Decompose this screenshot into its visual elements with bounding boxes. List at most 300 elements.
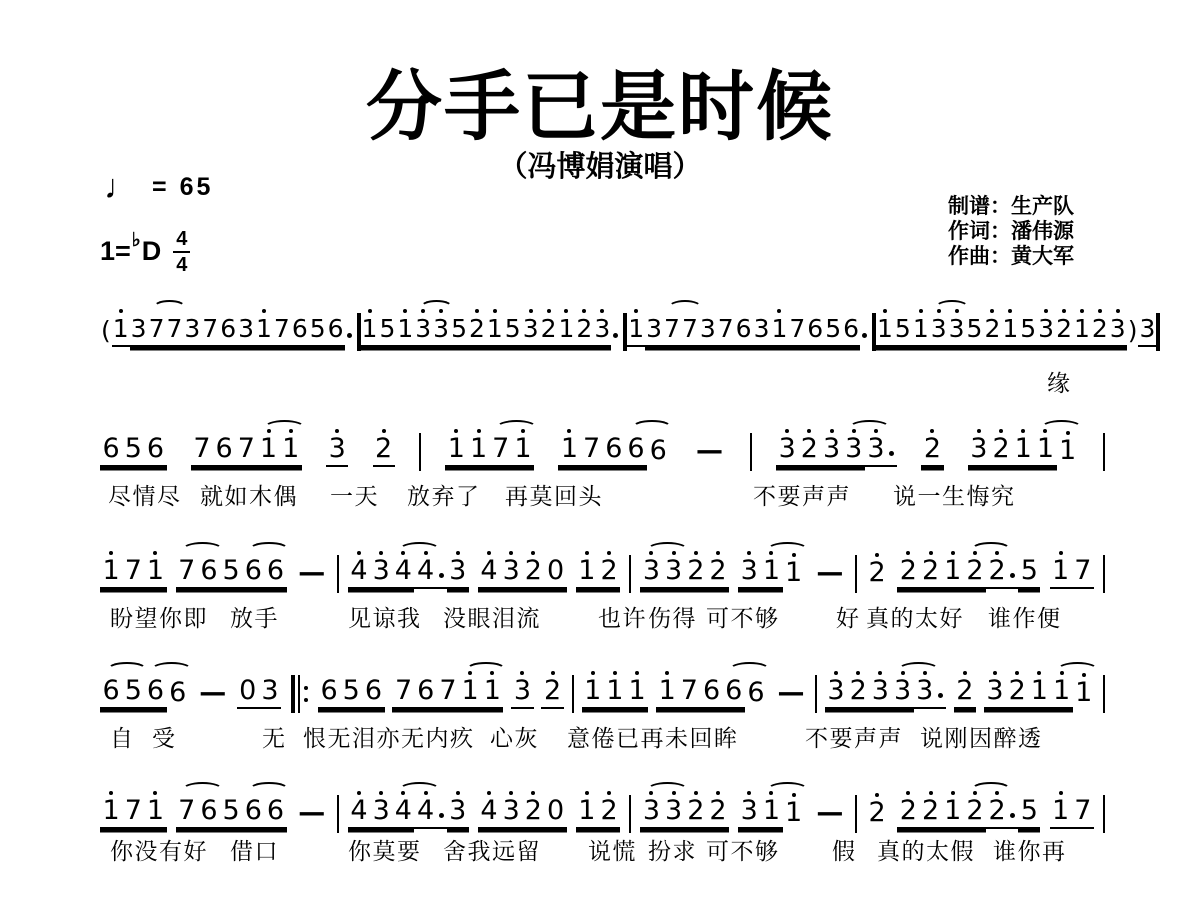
note-token: 2 xyxy=(986,795,1008,829)
beam-group xyxy=(100,555,167,589)
note-token: 7 xyxy=(490,433,512,467)
lyric-segment: 一天 xyxy=(330,483,379,509)
octave-dot xyxy=(439,309,443,313)
lyric-segment: 意倦已再未回眸 xyxy=(567,725,739,751)
beam-group xyxy=(954,675,976,709)
note-token: 3 xyxy=(1037,313,1055,347)
note-token: 1 xyxy=(481,675,503,709)
lyric-segment: 盼望你即 xyxy=(110,605,208,631)
note-token: 7 xyxy=(437,675,459,709)
octave-dot xyxy=(993,671,997,675)
beam-group xyxy=(176,555,287,589)
octave-dot xyxy=(1037,671,1041,675)
octave-dot xyxy=(153,791,157,795)
note-token: 7 xyxy=(717,313,735,347)
octave-dot xyxy=(475,309,479,313)
paren: ) xyxy=(1127,316,1138,345)
repeat-thin-bar xyxy=(298,675,300,713)
notation-row xyxy=(100,675,1105,709)
note-token: 1 xyxy=(396,313,414,347)
beam-group xyxy=(1103,795,1105,829)
barline xyxy=(1103,795,1105,833)
octave-dot xyxy=(1066,431,1070,435)
octave-dot xyxy=(468,671,472,675)
note-token: 6 xyxy=(264,795,286,829)
note-token: 2 xyxy=(897,795,919,829)
note-token: 6 xyxy=(747,677,765,708)
note-token: 1 xyxy=(942,555,964,589)
note-token: 6 xyxy=(100,433,122,467)
beam-group xyxy=(1156,313,1160,347)
notation-row xyxy=(100,795,1105,829)
note-token: 4 xyxy=(414,555,436,589)
octave-dot xyxy=(1059,791,1063,795)
octave-dot xyxy=(963,671,967,675)
note-token: 7 xyxy=(148,313,166,347)
note-token: 1 xyxy=(576,555,598,589)
octave-dot xyxy=(716,791,720,795)
octave-dot xyxy=(747,551,751,555)
note-token: 3 xyxy=(930,313,948,347)
octave-dot xyxy=(1021,429,1025,433)
note-token: 7 xyxy=(392,675,414,709)
note-token: 1 xyxy=(100,555,122,589)
beam-group xyxy=(897,795,1040,829)
lyric-segment: 假 xyxy=(832,838,857,864)
note-token: 6 xyxy=(242,795,264,829)
lyric-segment: 放手 xyxy=(230,605,279,631)
beam-group xyxy=(866,797,888,829)
octave-dot xyxy=(521,429,525,433)
note-token: 3 xyxy=(447,555,469,589)
note-token: 3 xyxy=(753,313,771,347)
repeat-dot xyxy=(304,686,308,690)
note-token: 6 xyxy=(213,433,235,467)
lyric-segment: 真的太假 xyxy=(877,838,975,864)
octave-dot xyxy=(649,551,653,555)
octave-dot xyxy=(649,791,653,795)
octave-dot xyxy=(635,671,639,675)
beam-group xyxy=(237,675,281,709)
augmentation-dot xyxy=(887,433,897,467)
note-token: 3 xyxy=(130,313,148,347)
octave-dot xyxy=(792,793,796,797)
note-token: 1 xyxy=(656,675,678,709)
octave-dot xyxy=(564,309,568,313)
octave-dot xyxy=(547,309,551,313)
note-token: 2 xyxy=(919,795,941,829)
beam-group xyxy=(629,795,631,829)
note-token: 1 xyxy=(760,555,782,589)
tempo-equals: = xyxy=(152,172,170,201)
note-token: 2 xyxy=(598,795,620,829)
octave-dot xyxy=(487,551,491,555)
beam-group xyxy=(876,313,1138,347)
note-token: 6 xyxy=(169,677,187,708)
beam-group xyxy=(392,675,503,709)
octave-dot xyxy=(672,791,676,795)
beam-group xyxy=(640,555,729,589)
octave-dot xyxy=(990,309,994,313)
note-token: 3 xyxy=(414,313,432,347)
note-token: 3 xyxy=(183,313,201,347)
octave-dot xyxy=(1080,309,1084,313)
note-token: 3 xyxy=(370,795,392,829)
octave-dot xyxy=(1044,309,1048,313)
note-token: 3 xyxy=(891,675,913,709)
beam-group xyxy=(100,313,130,347)
note-token: 3 xyxy=(843,433,865,467)
note-token: 6 xyxy=(198,795,220,829)
note-token: 3 xyxy=(699,313,717,347)
beam-group xyxy=(348,555,469,589)
octave-dot xyxy=(1098,309,1102,313)
note-token: 7 xyxy=(1072,795,1094,829)
octave-dot xyxy=(906,551,910,555)
octave-dot xyxy=(1015,671,1019,675)
beam-group xyxy=(814,797,846,829)
note-token: 6 xyxy=(242,555,264,589)
dash-note: — xyxy=(696,435,724,466)
note-token: 3 xyxy=(1109,313,1127,347)
note-token: 3 xyxy=(865,433,887,467)
beam-group xyxy=(558,433,669,467)
beam-group xyxy=(968,433,1079,467)
lyric-segment: 受 xyxy=(152,725,177,751)
lyric-segment: 缘 xyxy=(1047,370,1072,396)
octave-dot xyxy=(856,671,860,675)
octave-dot xyxy=(973,791,977,795)
note-token: 2 xyxy=(897,555,919,589)
music-system-4 xyxy=(100,665,1105,777)
notation-row xyxy=(100,313,1156,347)
barline xyxy=(855,795,857,833)
octave-dot xyxy=(493,309,497,313)
octave-dot xyxy=(357,551,361,555)
octave-dot xyxy=(747,791,751,795)
octave-dot xyxy=(929,551,933,555)
note-token: 6 xyxy=(198,555,220,589)
octave-dot xyxy=(109,551,113,555)
note-token: 3 xyxy=(640,795,662,829)
note-token: 7 xyxy=(176,795,198,829)
beam-group xyxy=(656,675,767,709)
note-token: 2 xyxy=(575,313,593,347)
note-token: 1 xyxy=(876,313,894,347)
barline xyxy=(855,555,857,593)
octave-dot xyxy=(634,309,638,313)
beam-group xyxy=(776,433,897,467)
tempo-bpm: 65 xyxy=(179,172,214,201)
beam-group xyxy=(100,433,167,467)
octave-dot xyxy=(477,429,481,433)
note-token: 2 xyxy=(540,313,558,347)
note-token: 5 xyxy=(1018,795,1040,829)
note-token: 7 xyxy=(122,795,144,829)
beam-group xyxy=(100,795,167,829)
lyric-segment: 谁作便 xyxy=(988,605,1062,631)
octave-dot xyxy=(600,309,604,313)
beam-group xyxy=(326,433,348,467)
lyric-segment: 也许 xyxy=(598,605,647,631)
note-token: 7 xyxy=(678,675,700,709)
lyrics-row xyxy=(100,365,1105,395)
octave-dot xyxy=(929,791,933,795)
beam-group xyxy=(750,433,752,467)
lyric-segment: 不要声声 xyxy=(753,483,851,509)
octave-dot xyxy=(930,429,934,433)
octave-dot xyxy=(875,793,879,797)
octave-dot xyxy=(769,791,773,795)
note-token: 2 xyxy=(373,433,395,467)
lyric-segment: 见谅我 xyxy=(348,605,422,631)
lyric-segment: 放弃了 xyxy=(407,483,481,509)
note-token: 3 xyxy=(738,555,760,589)
note-token: 1 xyxy=(783,557,805,589)
note-token: 3 xyxy=(447,795,469,829)
note-token: 1 xyxy=(1057,435,1079,467)
octave-dot xyxy=(852,429,856,433)
note-token: 2 xyxy=(1006,675,1028,709)
note-token: 6 xyxy=(415,675,437,709)
note-token: 5 xyxy=(894,313,912,347)
octave-dot xyxy=(694,791,698,795)
music-system-1 xyxy=(100,303,1156,415)
octave-dot xyxy=(585,791,589,795)
note-token: 5 xyxy=(504,313,522,347)
slur-arc xyxy=(767,542,808,557)
note-token: 1 xyxy=(760,795,782,829)
augmentation-dot-mark xyxy=(1010,573,1015,578)
octave-dot xyxy=(379,551,383,555)
note-token: 6 xyxy=(362,675,384,709)
barline xyxy=(1103,675,1105,713)
note-token: 3 xyxy=(326,433,348,467)
octave-dot xyxy=(883,309,887,313)
note-token: 3 xyxy=(370,555,392,589)
quarter-note-icon: ♩ xyxy=(104,168,138,206)
slur-arc xyxy=(1057,662,1098,677)
octave-dot xyxy=(1043,429,1047,433)
beam-group xyxy=(191,433,302,467)
time-signature-denominator: 4 xyxy=(176,254,188,276)
note-token: 3 xyxy=(663,795,685,829)
augmentation-dot-mark xyxy=(439,813,444,818)
key-signature xyxy=(100,228,190,275)
note-token: 3 xyxy=(914,675,936,709)
barline xyxy=(1156,313,1160,351)
note-token: 3 xyxy=(259,675,281,709)
beam-group xyxy=(337,555,339,589)
dash-note: — xyxy=(298,797,326,828)
note-token: 3 xyxy=(500,555,522,589)
note-token: 4 xyxy=(478,555,500,589)
octave-dot xyxy=(665,671,669,675)
octave-dot xyxy=(951,551,955,555)
note-token: 2 xyxy=(798,433,820,467)
note-token: 1 xyxy=(942,795,964,829)
beam-group xyxy=(855,555,857,589)
beam-group xyxy=(419,433,421,467)
lyric-segment: 可不够 xyxy=(706,838,780,864)
note-token: 1 xyxy=(144,555,166,589)
lyric-segment: 自 xyxy=(110,725,135,751)
note-token: 1 xyxy=(912,313,930,347)
beam-group xyxy=(738,555,805,589)
note-token: 1 xyxy=(1028,675,1050,709)
repeat-dots xyxy=(304,675,308,713)
lyrics-row xyxy=(100,478,1105,508)
note-token: 5 xyxy=(220,555,242,589)
note-token: 1 xyxy=(1050,675,1072,709)
octave-dot xyxy=(424,791,428,795)
barline xyxy=(419,433,421,471)
tempo-marking xyxy=(104,170,213,204)
octave-dot xyxy=(995,551,999,555)
octave-dot xyxy=(716,551,720,555)
note-token: 7 xyxy=(191,433,213,467)
credits xyxy=(948,194,1074,269)
repeat-barline xyxy=(289,675,310,713)
octave-dot xyxy=(878,671,882,675)
note-token: 1 xyxy=(361,313,379,347)
octave-dot xyxy=(792,553,796,557)
augmentation-dot xyxy=(345,315,357,347)
note-token: 6 xyxy=(144,675,166,709)
octave-dot xyxy=(1062,309,1066,313)
octave-dot xyxy=(1116,309,1120,313)
note-token: 1 xyxy=(459,675,481,709)
note-token: 1 xyxy=(445,433,467,467)
music-system-5 xyxy=(100,785,1105,897)
augmentation-dot xyxy=(1008,795,1018,829)
credit-line-lyricist: 作词：潘伟源 xyxy=(948,220,1074,243)
note-token: 1 xyxy=(558,433,580,467)
beam-group xyxy=(296,557,328,589)
note-token: 4 xyxy=(414,795,436,829)
lyric-segment: 说一生悔究 xyxy=(893,483,1016,509)
augmentation-dot-mark xyxy=(347,333,352,338)
octave-dot xyxy=(901,671,905,675)
note-token: 5 xyxy=(966,313,984,347)
note-token: 6 xyxy=(100,675,122,709)
augmentation-dot xyxy=(936,675,946,709)
octave-dot xyxy=(694,551,698,555)
octave-dot xyxy=(456,791,460,795)
notation-row xyxy=(100,555,1105,589)
augmentation-dot xyxy=(437,795,447,829)
slur-arc xyxy=(632,420,673,435)
octave-dot xyxy=(973,551,977,555)
note-token: 1 xyxy=(770,313,788,347)
beam-group xyxy=(361,313,624,347)
octave-dot xyxy=(456,551,460,555)
note-token: 1 xyxy=(486,313,504,347)
dash-note: — xyxy=(816,797,844,828)
octave-dot xyxy=(777,309,781,313)
beam-group xyxy=(576,555,620,589)
note-token: 6 xyxy=(327,313,345,347)
octave-dot xyxy=(109,791,113,795)
flat-accidental-icon: ♭ xyxy=(131,230,141,251)
octave-dot xyxy=(874,429,878,433)
note-token: 2 xyxy=(847,675,869,709)
beam-group xyxy=(348,795,469,829)
note-token: 6 xyxy=(318,675,340,709)
repeat-dot xyxy=(304,698,308,702)
octave-dot xyxy=(335,429,339,433)
note-token: 5 xyxy=(122,433,144,467)
augmentation-dot-mark xyxy=(439,573,444,578)
octave-dot xyxy=(531,791,535,795)
beam-group xyxy=(627,313,645,347)
note-token: 7 xyxy=(235,433,257,467)
note-token: 3 xyxy=(593,313,611,347)
barline xyxy=(337,555,339,593)
note-token: 7 xyxy=(165,313,183,347)
octave-dot xyxy=(1059,551,1063,555)
note-token: 3 xyxy=(825,675,847,709)
beam-group xyxy=(511,675,533,709)
note-token: 2 xyxy=(685,555,707,589)
note-token: 3 xyxy=(776,433,798,467)
beam-group xyxy=(176,795,287,829)
octave-dot xyxy=(672,551,676,555)
slur-arc xyxy=(729,662,770,677)
performer-subtitle: （冯博娟演唱） xyxy=(498,151,702,183)
beam-group xyxy=(1103,555,1105,589)
note-token: 1 xyxy=(467,433,489,467)
note-token: 3 xyxy=(663,555,685,589)
octave-dot xyxy=(585,551,589,555)
lyric-segment: 说慌 xyxy=(588,838,637,864)
lyric-segment: 真的太好 xyxy=(866,605,964,631)
dash-note: — xyxy=(298,557,326,588)
note-token: 2 xyxy=(921,433,943,467)
beam-group xyxy=(197,677,229,709)
note-token: 5 xyxy=(1019,313,1037,347)
note-token: 3 xyxy=(511,675,533,709)
note-token: 1 xyxy=(100,795,122,829)
lyric-segment: 再莫回头 xyxy=(505,483,603,509)
beam-group xyxy=(130,313,357,347)
time-signature-numerator: 4 xyxy=(173,228,190,253)
note-token: 7 xyxy=(273,313,291,347)
beam-group xyxy=(645,313,872,347)
lyric-segment: 舍我远留 xyxy=(443,838,541,864)
note-token: 3 xyxy=(948,313,966,347)
lyric-segment: 没眼泪流 xyxy=(443,605,541,631)
note-token: 1 xyxy=(280,433,302,467)
lyric-segment: 你莫要 xyxy=(348,838,422,864)
lyric-segment: 恨无泪亦无内疚 xyxy=(303,725,475,751)
augmentation-dot-mark xyxy=(1010,813,1015,818)
octave-dot xyxy=(1082,673,1086,677)
note-token: 2 xyxy=(990,433,1012,467)
lyric-segment: 心灰 xyxy=(490,725,539,751)
octave-dot xyxy=(955,309,959,313)
credit-line-arranger: 制谱：生产队 xyxy=(948,195,1074,218)
note-token: 1 xyxy=(783,797,805,829)
note-token: 2 xyxy=(1055,313,1073,347)
beam-group xyxy=(814,557,846,589)
dash-note: — xyxy=(199,677,227,708)
note-token: 4 xyxy=(392,795,414,829)
lyric-segment: 你没有好 xyxy=(110,838,208,864)
paren: ( xyxy=(101,316,111,345)
note-token: 3 xyxy=(1138,313,1156,347)
octave-dot xyxy=(424,551,428,555)
